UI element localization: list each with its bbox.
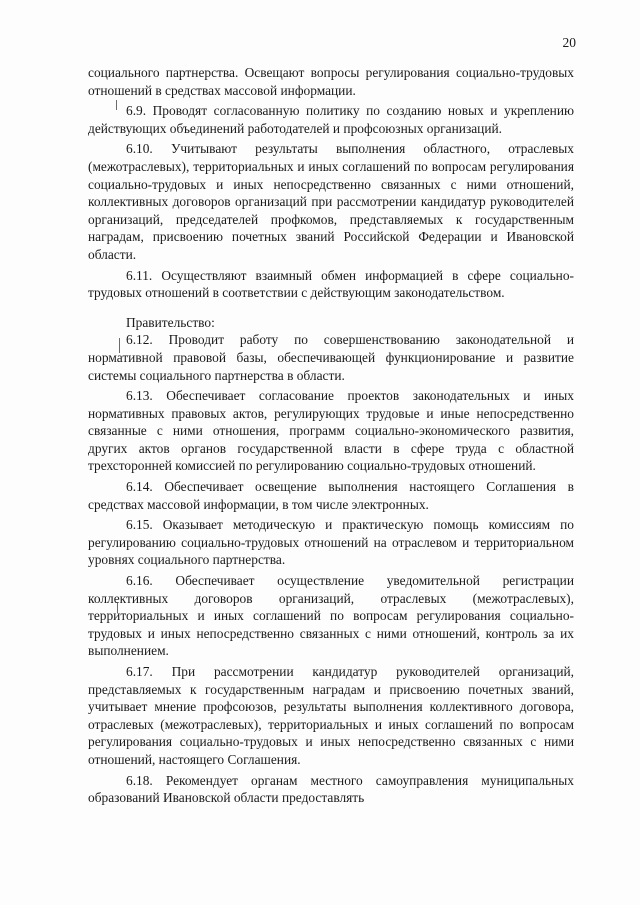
document-body [88, 64, 574, 810]
paragraph-6-16: 6.16. Обеспечивает осуществление уведомительной регистрации коллективных договоров организаций, отраслевых (межотраслевых), территориальных и иных соглашений по вопросам регулирования социально-трудовых и иных непосредственно связанных с ними отношений, контроль за их выполнением. [88, 573, 574, 659]
paragraph-6-12: 6.12. Проводит работу по совершенствованию законодательной и нормативной правовой базы, обеспечивающей функционирование и развитие системы социального партнерства в области. [88, 332, 574, 383]
paragraph-6-15: 6.15. Оказывает методическую и практическую помощь комиссиям по регулированию социально-трудовых отношений на отраслевом и территориальном уровнях социального партнерства. [88, 517, 574, 568]
paragraph-6-11: 6.11. Осуществляют взаимный обмен информацией в сфере социально-трудовых отношений в соответствии с действующим законодательством. [88, 267, 574, 301]
paragraph-continuation: социального партнерства. Освещают вопросы регулирования социально-трудовых отношений в средствах массовой информации. [88, 65, 574, 98]
section-heading-government: Правительство: [126, 314, 215, 330]
paragraph-6-10: 6.10. Учитывают результаты выполнения областного, отраслевых (межотраслевых), территориальных и иных соглашений по вопросам регулирования социально-трудовых и иных непосредственно связанных с ними отношений, коллективных договоров организаций при рассмотрении кандидатур руководителей организаций, председателей профкомов, представляемых к государственным наградам, присвоению почетных званий Российской Федерации и Ивановской области. [88, 141, 574, 262]
page-number: 20 [562, 35, 576, 50]
paragraph-6-14: 6.14. Обеспечивает освещение выполнения настоящего Соглашения в средствах массовой информации, в том числе электронных. [88, 479, 574, 512]
paragraph-6-17: 6.17. При рассмотрении кандидатур руководителей организаций, представляемых к государственным наградам и присвоению почетных званий, учитывает мнение профсоюзов, результаты выполнения коллективного договора, отраслевых (межотраслевых), территориальных и иных соглашений по вопросам регулирования социально-трудовых и иных непосредственно связанных с ними отношений, настоящего Соглашения. [88, 664, 574, 767]
paragraph-6-9: 6.9. Проводят согласованную политику по созданию новых и укреплению действующих объединений работодателей и профсоюзных организаций. [88, 103, 574, 136]
paragraph-6-18: 6.18. Рекомендует органам местного самоуправления муниципальных образований Ивановской области предоставлять [88, 772, 574, 806]
paragraph-6-13: 6.13. Обеспечивает согласование проектов законодательных и иных нормативных правовых актов, регулирующих трудовые и иные непосредственно связанные с ними отношения, программ социально-экономического развития, других актов органов государственной власти в сфере труда с областной трехсторонней комиссией по регулированию социально-трудовых отношений. [88, 388, 574, 474]
